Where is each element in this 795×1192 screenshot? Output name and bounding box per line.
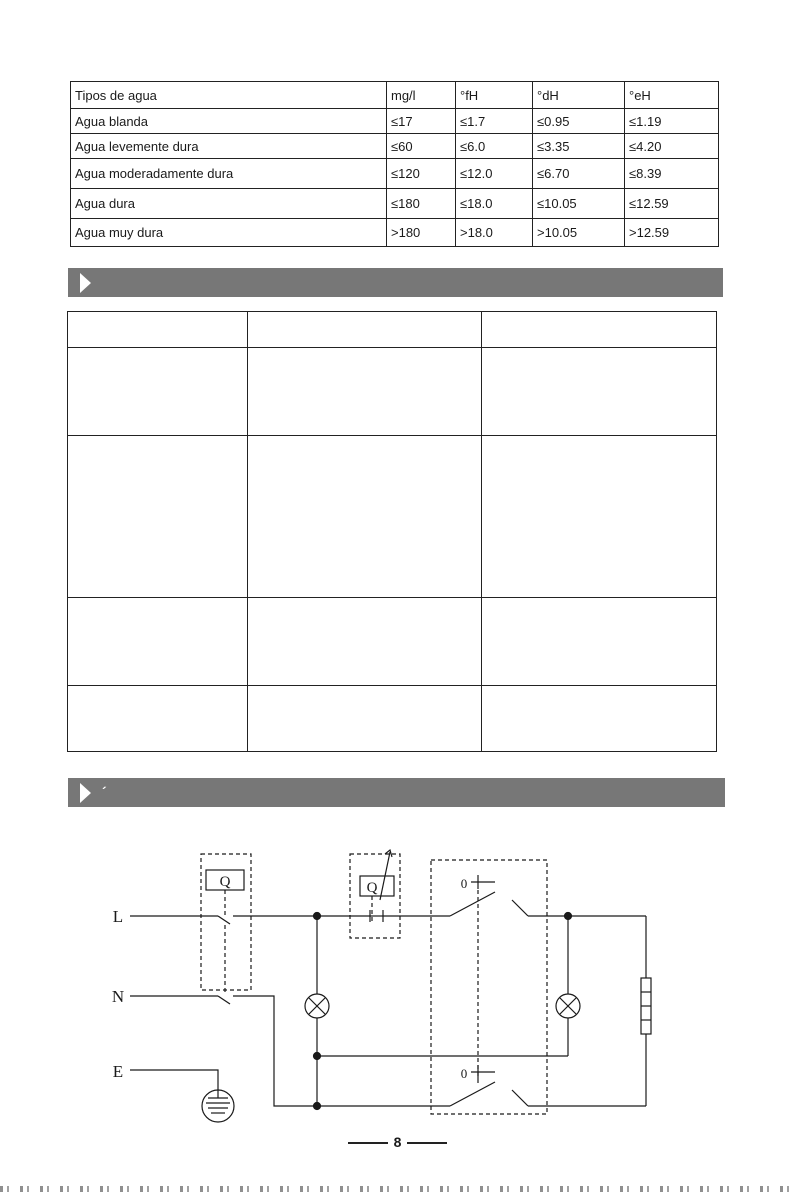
table-cell: ≤6.0 [456,134,533,159]
table-cell: ≤8.39 [625,159,719,189]
page-rule [348,1142,388,1144]
page-number-text: 8 [393,1134,402,1150]
switch-contact [450,892,495,916]
section-header-bar [68,778,725,807]
table-cell: ≤1.7 [456,109,533,134]
table-cell: >18.0 [456,219,533,247]
table-cell: ≤1.19 [625,109,719,134]
table-cell [248,348,482,436]
section-header-bar [68,268,723,297]
breaker-label: Q [219,874,231,890]
page-number [0,1134,795,1150]
table-cell: ≤12.59 [625,189,719,219]
header-cell: mg/l [387,82,456,109]
header-cell: °dH [533,82,625,109]
breaker-contact [218,996,230,1004]
water-hardness-table [70,81,719,247]
table-cell [482,312,717,348]
table-cell: ≤60 [387,134,456,159]
table-row [68,598,717,686]
switch-contact [512,1090,528,1106]
section-arrow-icon [80,273,91,293]
table-header-row [68,312,717,348]
table-cell: >10.05 [533,219,625,247]
header-cell: °fH [456,82,533,109]
table-row [71,134,719,159]
earth-wire [130,1070,218,1098]
table-cell: >180 [387,219,456,247]
switch-contact [512,900,528,916]
table-cell [482,598,717,686]
table-row [68,348,717,436]
table-cell: >12.59 [625,219,719,247]
section-arrow-icon [80,783,91,803]
thermostat-label: Q [366,880,378,896]
header-cell: Tipos de agua [71,82,387,109]
earth-label: E [112,1062,124,1081]
table-cell [68,436,248,598]
table-cell: Agua levemente dura [71,134,387,159]
scan-edge-artifact [0,1186,795,1192]
table-cell: ≤0.95 [533,109,625,134]
section-title: ´ [102,784,107,800]
switch-label: 0 [460,1066,468,1081]
table-cell [482,436,717,598]
table-cell: Agua blanda [71,109,387,134]
breaker-contact [218,916,230,924]
table-cell: ≤12.0 [456,159,533,189]
table-cell: ≤10.05 [533,189,625,219]
table-row [71,219,719,247]
table-cell [248,598,482,686]
table-cell: Agua dura [71,189,387,219]
table-cell [248,686,482,752]
table-cell [248,436,482,598]
table-cell: ≤18.0 [456,189,533,219]
table-cell [68,348,248,436]
table-row [68,686,717,752]
line-label: L [112,907,124,926]
table-cell: ≤4.20 [625,134,719,159]
table-cell: ≤17 [387,109,456,134]
table-row [71,159,719,189]
header-cell: °eH [625,82,719,109]
junction-dot [314,913,321,920]
table-cell: ≤180 [387,189,456,219]
table-cell [68,312,248,348]
junction-dot [314,1103,321,1110]
switch-contact [450,1082,495,1106]
table-cell [248,312,482,348]
table-cell [68,598,248,686]
table-cell [68,686,248,752]
neutral-label: N [111,987,125,1006]
table-row [71,109,719,134]
table-row [68,436,717,598]
table-cell: ≤120 [387,159,456,189]
troubleshooting-table [67,311,717,752]
switch-label: 0 [460,876,468,891]
switch-dashed-box [431,860,547,1114]
table-cell: Agua muy dura [71,219,387,247]
table-cell: ≤3.35 [533,134,625,159]
neutral-wire [233,996,450,1106]
table-header-row [71,82,719,109]
page-rule [407,1142,447,1144]
table-row [71,189,719,219]
table-cell: Agua moderadamente dura [71,159,387,189]
table-cell [482,348,717,436]
table-cell [482,686,717,752]
wiring-diagram [0,830,795,1130]
table-cell: ≤6.70 [533,159,625,189]
